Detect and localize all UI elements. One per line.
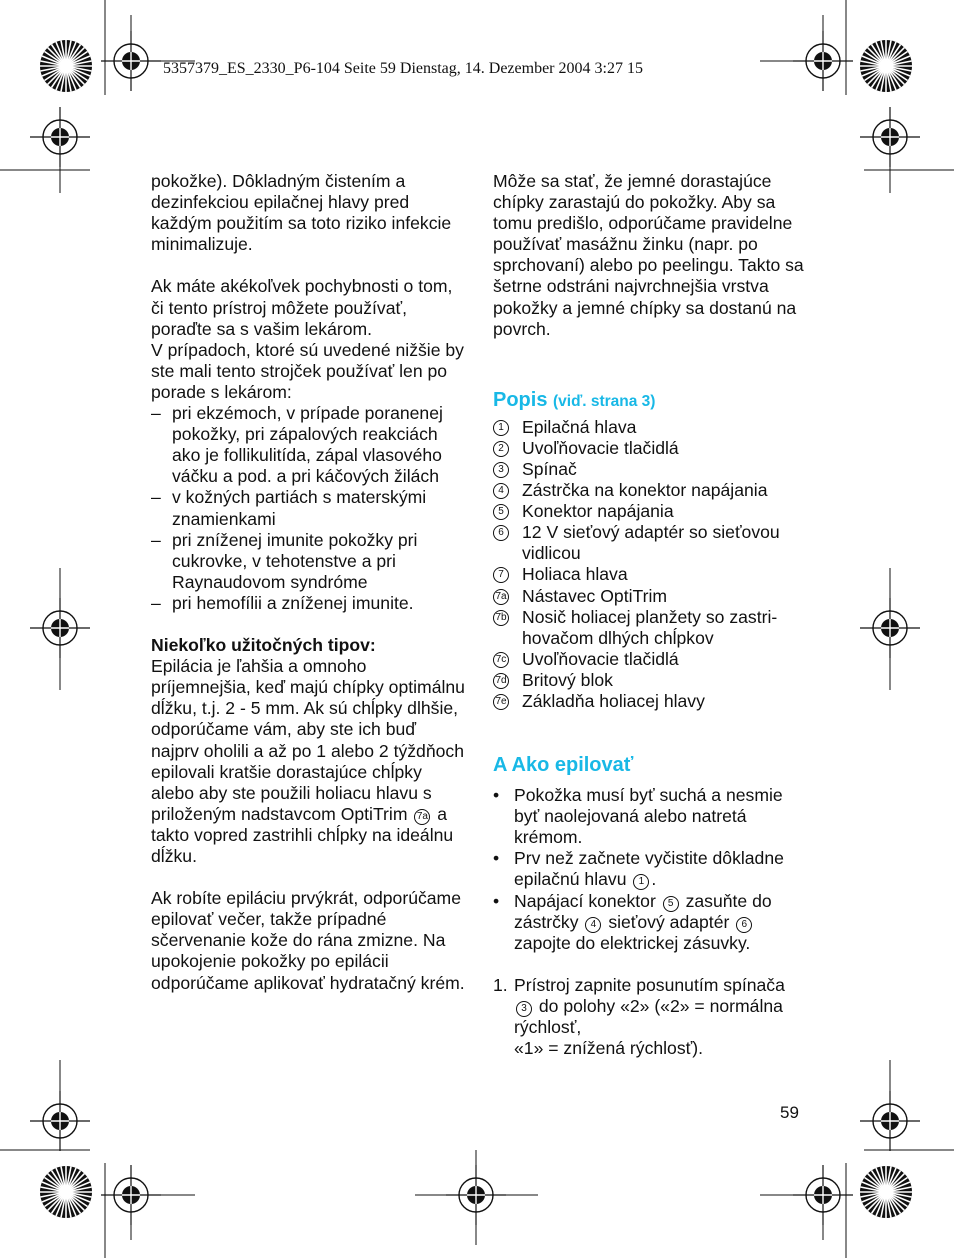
- section-title-ako-epilovat: A Ako epilovať: [493, 754, 634, 777]
- part-ref-6: 6: [736, 917, 752, 933]
- part-ref-7a: 7a: [414, 809, 430, 825]
- part-number: 7c: [493, 652, 509, 668]
- section-subtitle: (viď. strana 3): [553, 392, 656, 410]
- list-item: • Pokožka musí byť suchá a nesmie byť naolejovaná alebo natretá krémom.: [493, 785, 805, 848]
- part-ref-1: 1: [633, 874, 649, 890]
- list-item: – v kožných partiách s materskými znamienkami: [151, 487, 466, 529]
- page-number: 59: [780, 1103, 799, 1122]
- numbered-steps: [493, 975, 805, 1059]
- tips-heading: Niekoľko užitočných tipov:: [151, 635, 376, 656]
- list-item: • Napájací konektor 5 zasuňte do zástrčky 4 sieťový adaptér 6 zapojte do elektrickej zásuvky.: [493, 891, 805, 954]
- part-number: 7: [493, 567, 509, 583]
- tips-paragraph: Epilácia je ľahšia a omnoho príjemnejšia, keď majú chípky optimálnu dĺžku, t.j. 2 - 5 mm. Ak sú chĺpky dlhšie, odporúčame vám, aby ste ich buď najprv oholili a až po 1 alebo 2 týždňoch epilovali kratšie dorastajúce chĺpky alebo aby ste použili holiacu hlavu s priloženým nadstavcom OptiTrim 7a a takto vopred zastrihli chĺpky na ideálnu dĺžku.: [151, 656, 465, 866]
- list-item: – pri hemofílii a zníženej imunite.: [151, 593, 466, 614]
- part-item: 7e Základňa holiacej hlavy: [493, 691, 805, 712]
- part-item: 7b Nosič holiacej planžety so zastri-hovačom dlhých chĺpkov: [493, 607, 805, 649]
- part-number: 7d: [493, 673, 509, 689]
- part-number: 4: [493, 483, 509, 499]
- paragraph: V prípadoch, ktoré sú uvedené nižšie by ste mali tento strojček používať len po porade s lekárom:: [151, 339, 464, 402]
- part-item: 1 Epilačná hlava: [493, 417, 805, 438]
- list-item: – pri ekzémoch, v prípade poranenej pokožky, pri zápalových reakciách ako je follikulitída, zápal vlasového váčku a pod. a pri káčových žilách: [151, 403, 466, 487]
- part-item: 7 Holiaca hlava: [493, 564, 805, 585]
- print-slug: 5357379_ES_2330_P6-104 Seite 59 Dienstag, 14. Dezember 2004 3:27 15: [163, 60, 643, 77]
- part-number: 3: [493, 462, 509, 478]
- part-item: 6 12 V sieťový adaptér so sieťovou vidlicou: [493, 522, 805, 564]
- section-title-popis: Popis (viď. strana 3): [493, 388, 656, 411]
- part-ref-5: 5: [663, 896, 679, 912]
- part-number: 7a: [493, 589, 509, 605]
- part-number: 7b: [493, 610, 509, 626]
- left-column: [151, 171, 466, 994]
- dash-list: [151, 403, 466, 614]
- part-number: 6: [493, 525, 509, 541]
- step-item: 1. Prístroj zapnite posunutím spínača 3 do polohy «2» («2» = normálna rýchlosť, «1» = znížená rýchlosť).: [493, 974, 785, 1059]
- parts-list: [493, 417, 805, 712]
- list-item: – pri zníženej imunite pokožky pri cukrovke, v tehotenstve a pri Raynaudovom syndróme: [151, 530, 466, 593]
- part-number: 2: [493, 441, 509, 457]
- part-item: 7a Nástavec OptiTrim: [493, 586, 805, 607]
- part-item: 7c Uvoľňovacie tlačidlá: [493, 649, 805, 670]
- part-number: 5: [493, 504, 509, 520]
- right-column: [493, 171, 805, 1059]
- paragraph: Môže sa stať, že jemné dorastajúce chípky zarastajú do pokožky. Aby sa tomu predišlo, odporúčame pravidelne používať masážnu žinku (napr. po sprchovaní) alebo po peelingu. Takto sa šetrne odstráni najvrchnejšia vrstva pokožky a jemné chípky sa dostanú na povrch.: [493, 171, 804, 339]
- part-item: 4 Zástrčka na konektor napájania: [493, 480, 805, 501]
- paragraph: Ak robíte epiláciu prvýkrát, odporúčame epilovať večer, takže prípadné sčervenanie kože do rána zmizne. Na upokojenie pokožky po epilácii odporúčame aplikovať hydratačný krém.: [151, 888, 465, 993]
- part-number: 7e: [493, 694, 509, 710]
- bullet-list: [493, 785, 805, 954]
- part-ref-4: 4: [585, 917, 601, 933]
- part-number: 1: [493, 420, 509, 436]
- part-item: 7d Britový blok: [493, 670, 805, 691]
- part-item: 5 Konektor napájania: [493, 501, 805, 522]
- part-item: 3 Spínač: [493, 459, 805, 480]
- part-item: 2 Uvoľňovacie tlačidlá: [493, 438, 805, 459]
- part-ref-3: 3: [516, 1001, 532, 1017]
- paragraph: pokožke). Dôkladným čistením a dezinfekciou epilačnej hlavy pred každým použitím sa toto riziko infekcie minimalizuje.: [151, 171, 452, 255]
- list-item: • Prv než začnete vyčistite dôkladne epilačnú hlavu 1 .: [493, 848, 805, 890]
- paragraph: Ak máte akékoľvek pochybnosti o tom, či tento prístroj môžete používať, poraďte sa s vašim lekárom.: [151, 276, 453, 339]
